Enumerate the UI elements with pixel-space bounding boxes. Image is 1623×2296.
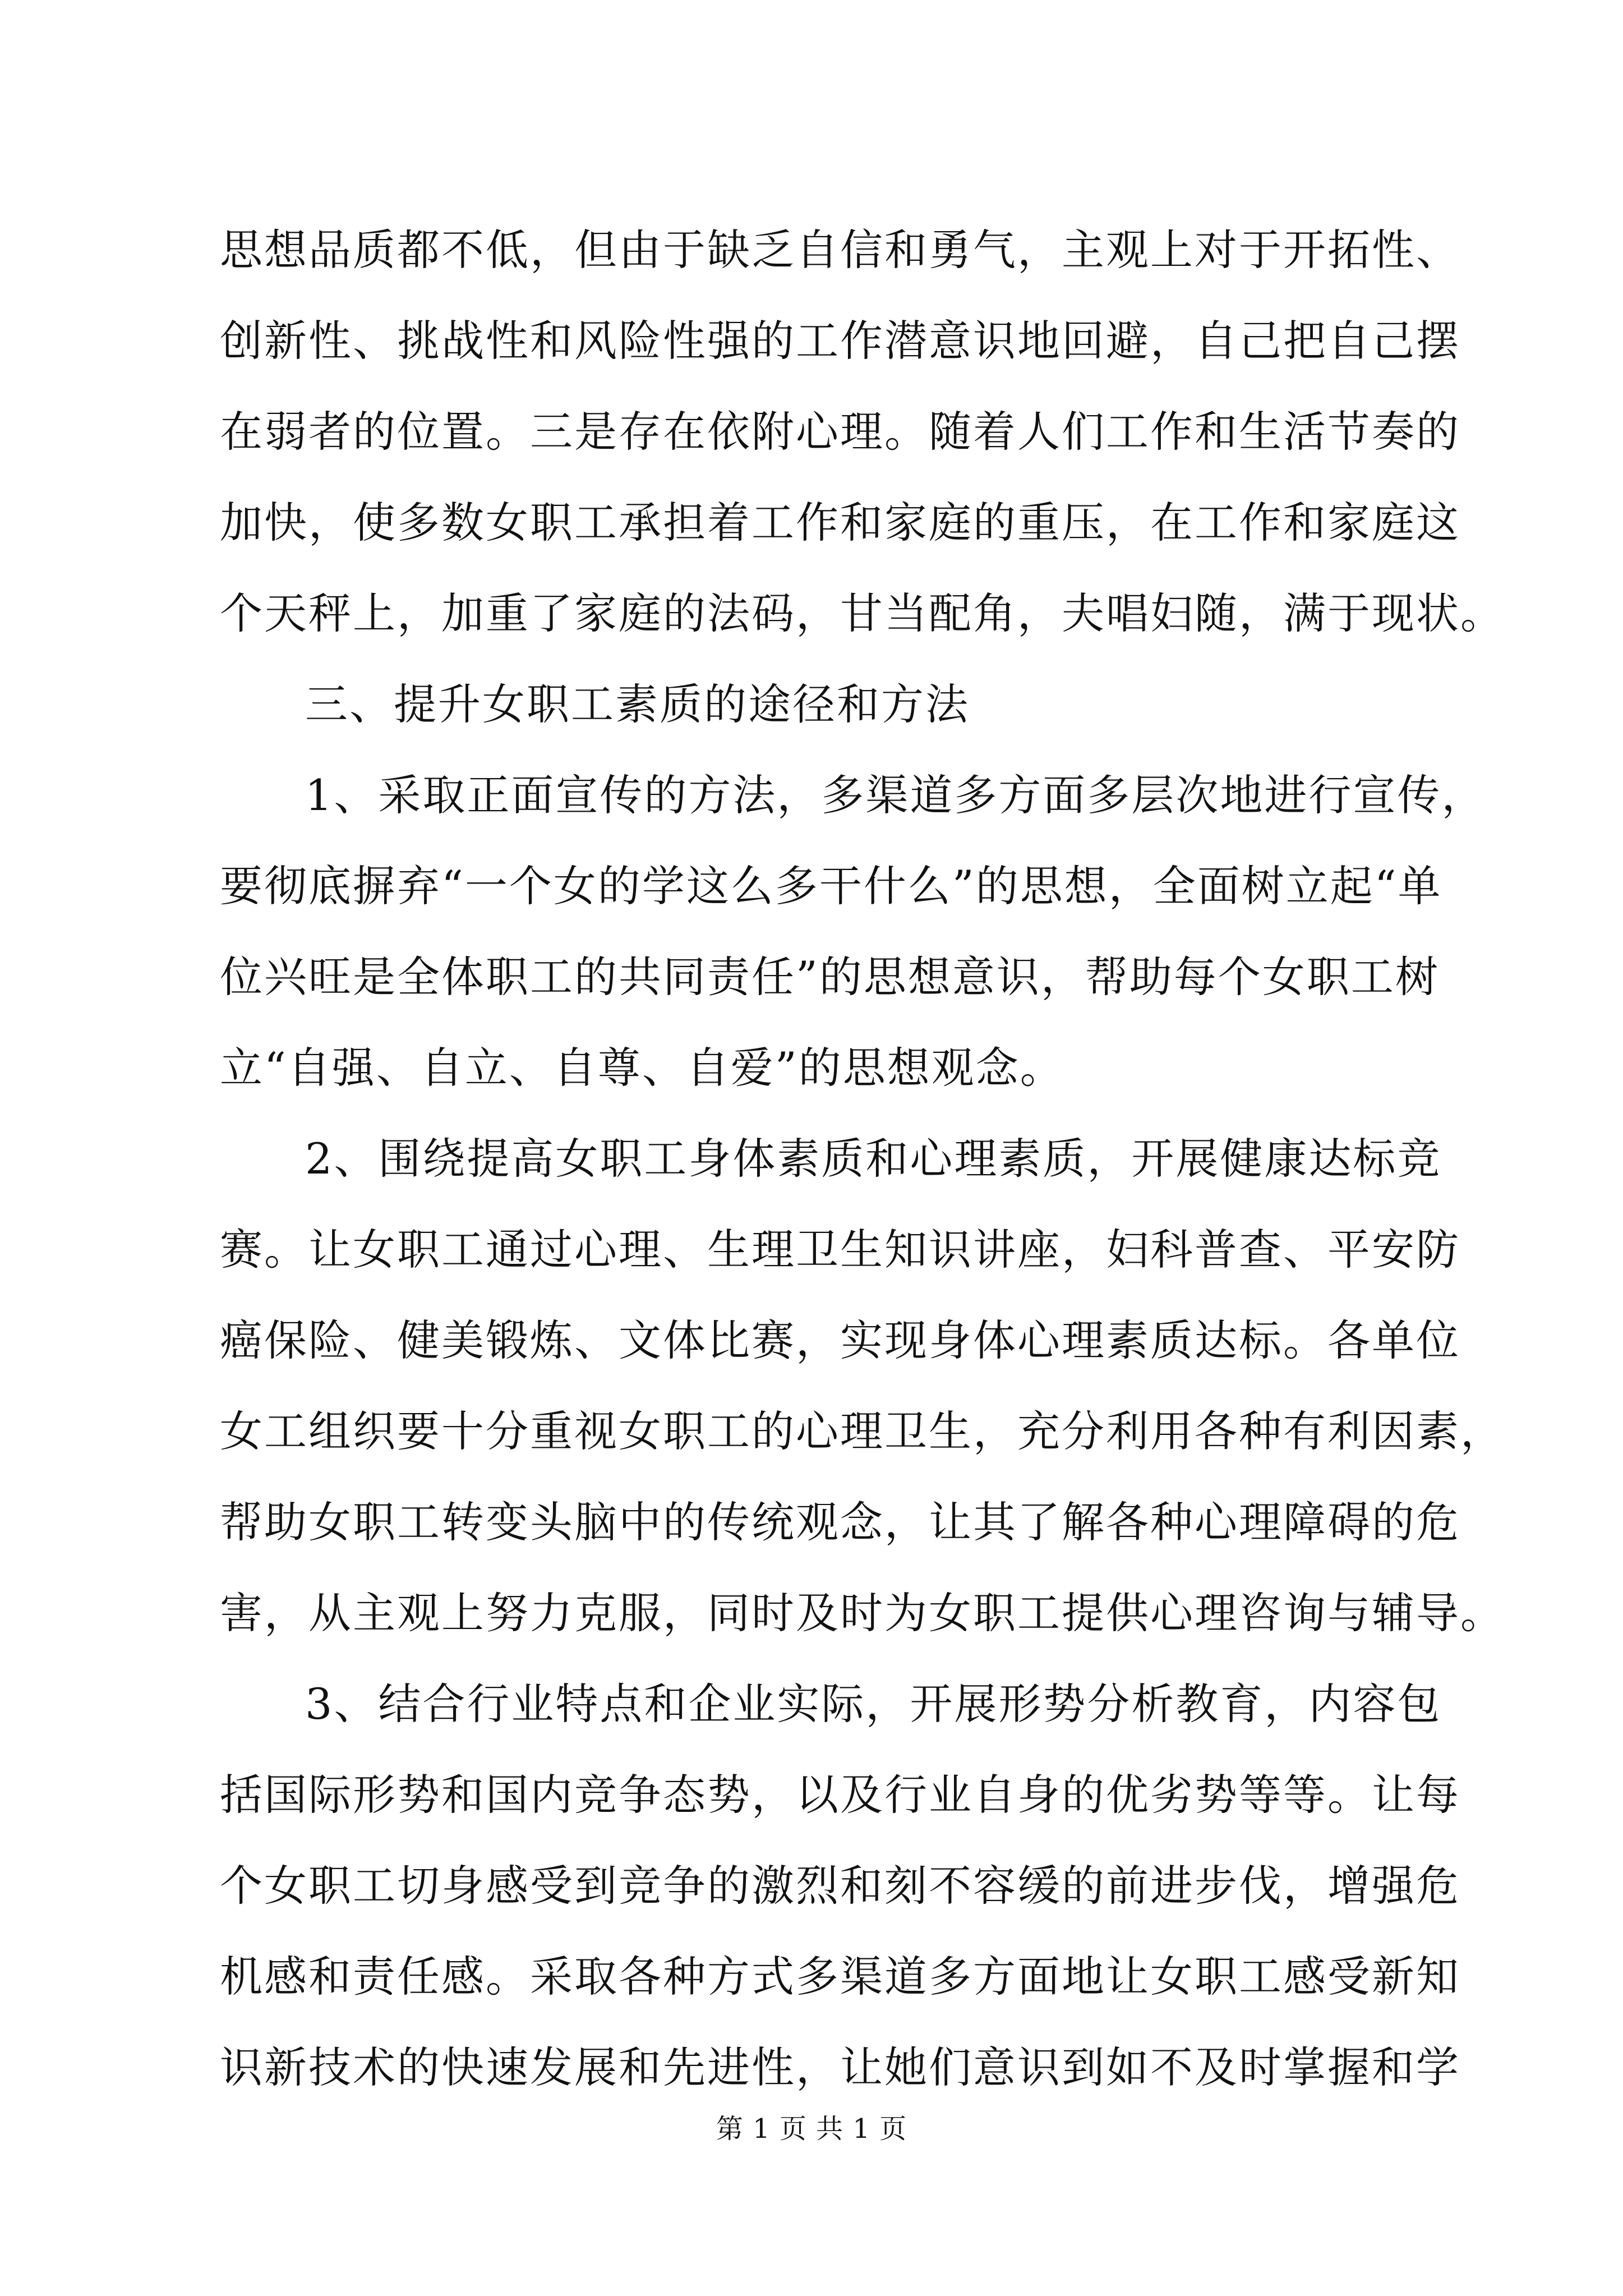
text-line: 2、围绕提高女职工身体素质和心理素质，开展健康达标竞 [305, 1134, 1442, 1184]
text-line: 个女职工切身感受到竞争的激烈和刻不容缓的前进步伐，增强危 [220, 1861, 1460, 1911]
text-line: 女工组织要十分重视女职工的心理卫生，充分利用各种有利因素， [220, 1406, 1505, 1456]
text-line: 癌保险、健美锻炼、文体比赛，实现身体心理素质达标。各单位 [220, 1315, 1460, 1365]
page-number-footer: 第 1 页 共 1 页 [716, 2113, 907, 2145]
text-line: 要彻底摒弃“一个女的学这么多干什么”的思想，全面树立起“单 [220, 861, 1442, 911]
text-line: 害，从主观上努力克服，同时及时为女职工提供心理咨询与辅导。 [220, 1588, 1505, 1638]
text-line: 赛。让女职工通过心理、生理卫生知识讲座，妇科普查、平安防 [220, 1225, 1460, 1274]
text-line: 创新性、挑战性和风险性强的工作潜意识地回避，自己把自己摆 [220, 316, 1460, 366]
text-line: 3、结合行业特点和企业实际，开展形势分析教育，内容包 [305, 1679, 1442, 1729]
section-heading: 三、提升女职工素质的途径和方法 [305, 679, 970, 729]
body-text [220, 205, 1505, 2113]
text-line: 个天秤上，加重了家庭的法码，甘当配角，夫唱妇随，满于现状。 [220, 588, 1505, 638]
text-line: 加快，使多数女职工承担着工作和家庭的重压，在工作和家庭这 [220, 498, 1460, 547]
text-line: 在弱者的位置。三是存在依附心理。随着人们工作和生活节奏的 [220, 407, 1460, 457]
text-line: 位兴旺是全体职工的共同责任”的思想意识，帮助每个女职工树 [220, 952, 1440, 1002]
text-line: 括国际形势和国内竞争态势，以及行业自身的优劣势等等。让每 [220, 1770, 1460, 1820]
text-line: 识新技术的快速发展和先进性，让她们意识到如不及时掌握和学 [220, 2042, 1460, 2092]
text-line: 立“自强、自立、自尊、自爱”的思想观念。 [220, 1043, 1064, 1093]
text-line: 帮助女职工转变头脑中的传统观念，让其了解各种心理障碍的危 [220, 1497, 1460, 1547]
text-line: 思想品质都不低，但由于缺乏自信和勇气，主观上对于开拓性、 [220, 225, 1460, 275]
text-line: 机感和责任感。采取各种方式多渠道多方面地让女职工感受新知 [220, 1952, 1460, 2001]
text-line: 1、采取正面宣传的方法，多渠道多方面多层次地进行宣传， [305, 770, 1486, 820]
